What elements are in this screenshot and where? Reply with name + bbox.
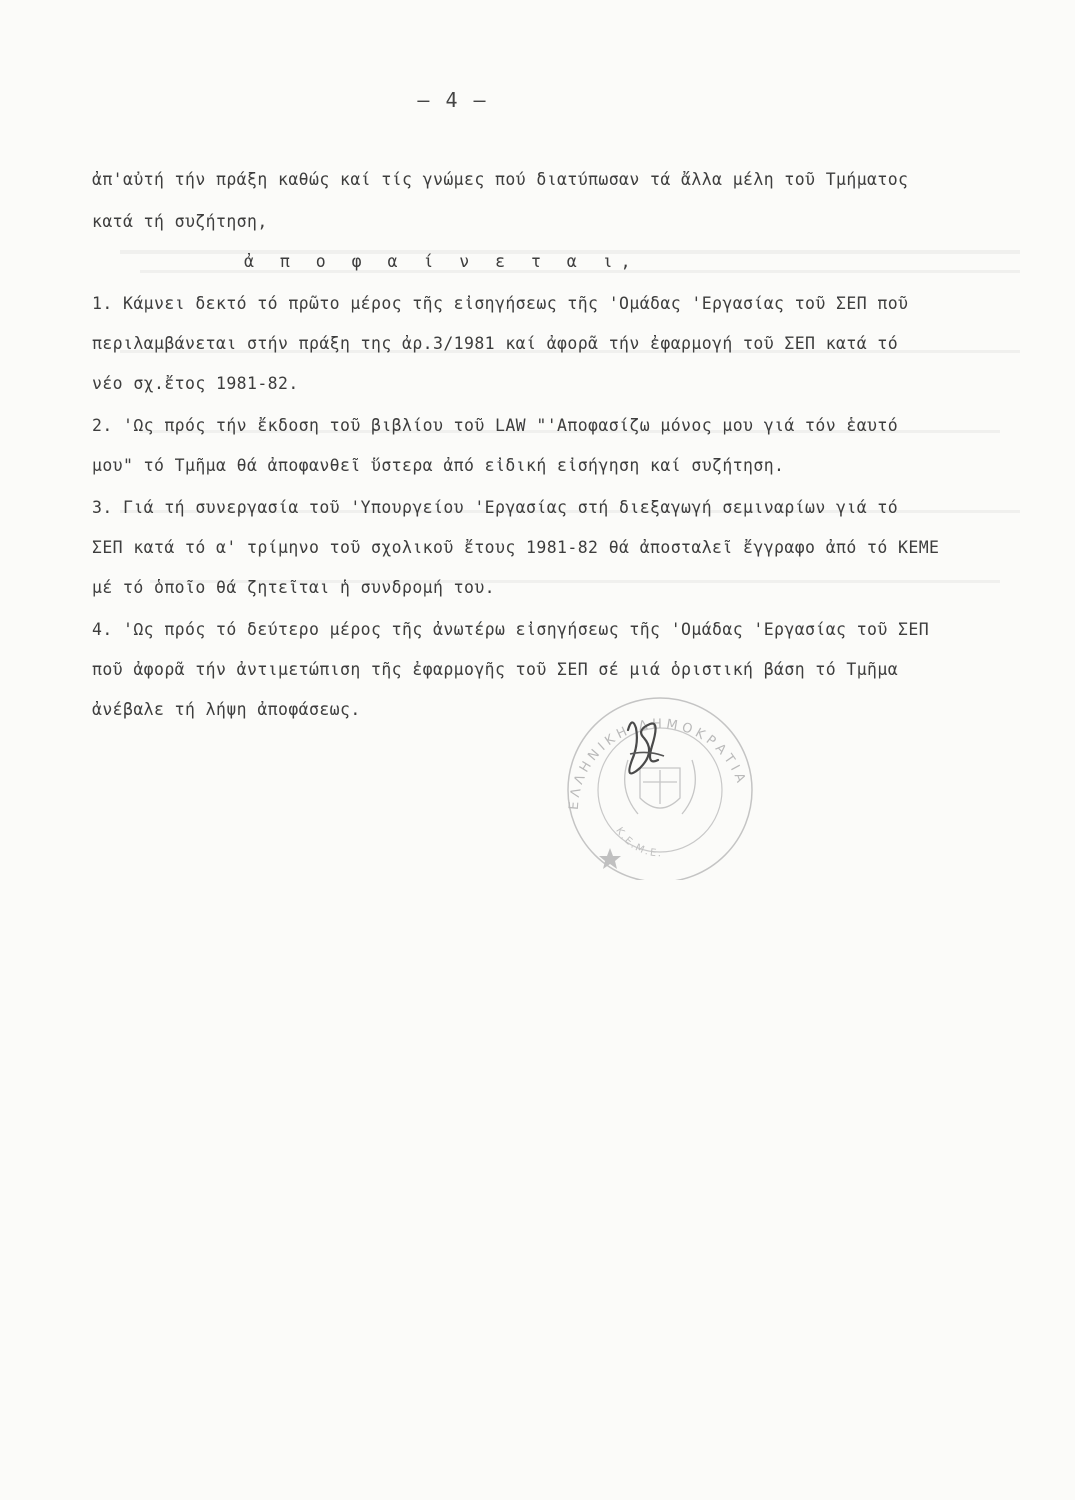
page-number: – 4 – [417, 88, 488, 112]
coat-of-arms-icon [625, 760, 696, 814]
body-line: μέ τό ὁποῖο θά ζητεῖται ἡ συνδρομή του. [92, 578, 496, 597]
body-line: μου" τό Τμῆμα θά ἀποφανθεῖ ὕστερα ἀπό εἰδική εἰσήγηση καί συζήτηση. [92, 456, 785, 475]
decision-heading: ἀ π ο φ α ί ν ε τ α ι, [244, 252, 639, 271]
svg-text:Κ.Ε.Μ.Ε. [613, 826, 663, 860]
body-line: περιλαμβάνεται στήν πράξη της ἀρ.3/1981 καί ἀφορᾶ τήν ἐφαρμογή τοῦ ΣΕΠ κατά τό [92, 334, 899, 353]
body-line: ἀπ'αὐτή τήν πράξη καθώς καί τίς γνώμες πού διατύπωσαν τά ἄλλα μέλη τοῦ Τμήματος [92, 170, 909, 189]
body-line: 2. 'Ως πρός τήν ἔκδοση τοῦ βιβλίου τοῦ LAW "'Αποφασίζω μόνος μου γιά τόν ἑαυτό [92, 416, 899, 435]
body-line: ποῦ ἀφορᾶ τήν ἀντιμετώπιση τῆς ἐφαρμογῆς τοῦ ΣΕΠ σέ μιά ὁριστική βάση τό Τμῆμα [92, 660, 899, 679]
body-line: 3. Γιά τή συνεργασία τοῦ 'Υπουργείου 'Εργασίας στή διεξαγωγή σεμιναρίων γιά τό [92, 498, 899, 517]
star-icon [599, 848, 621, 869]
body-line: ἀνέβαλε τή λήψη ἀποφάσεως. [92, 700, 361, 719]
body-line: ΣΕΠ κατά τό α' τρίμηνο τοῦ σχολικοῦ ἔτους 1981-82 θά ἀποσταλεῖ ἔγγραφο ἀπό τό ΚΕΜΕ [92, 538, 940, 557]
body-line: κατά τή συζήτηση, [92, 212, 268, 231]
stamp-outer-text: ΕΛΛΗΝΙΚΗ ΔΗΜΟΚΡΑΤΙΑ [566, 716, 750, 811]
official-stamp [540, 690, 780, 880]
stamp-inner-text: Κ.Ε.Μ.Ε. [613, 825, 663, 860]
body-line: νέο σχ.ἔτος 1981-82. [92, 374, 299, 393]
body-line: 1. Κάμνει δεκτό τό πρῶτο μέρος τῆς εἰσηγήσεως τῆς 'Ομάδας 'Εργασίας τοῦ ΣΕΠ ποῦ [92, 294, 909, 313]
body-line: 4. 'Ως πρός τό δεύτερο μέρος τῆς ἀνωτέρω εἰσηγήσεως τῆς 'Ομάδας 'Εργασίας τοῦ ΣΕΠ [92, 620, 930, 639]
